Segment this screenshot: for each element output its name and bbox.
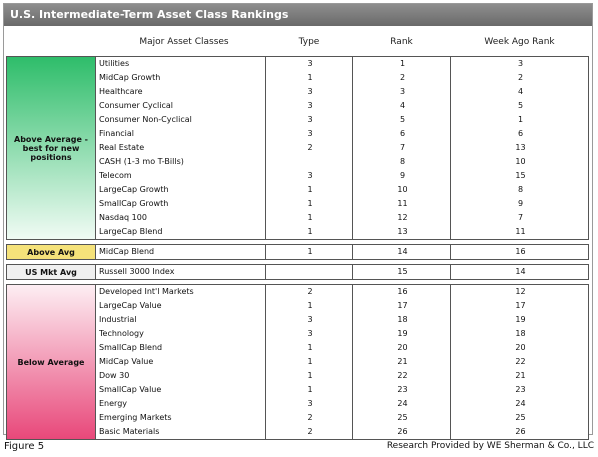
asset-class-name: LargeCap Growth xyxy=(99,185,169,194)
asset-class-name: Industrial xyxy=(99,315,137,324)
week-ago-rank-value: 26 xyxy=(515,427,526,436)
table-row xyxy=(95,397,588,411)
week-ago-rank-value: 11 xyxy=(515,227,526,236)
week-ago-rank-value: 13 xyxy=(515,143,526,152)
table-row xyxy=(95,85,588,99)
type-value: 1 xyxy=(307,357,313,366)
week-ago-rank-value: 14 xyxy=(515,267,526,276)
asset-class-name: LargeCap Blend xyxy=(99,227,163,236)
table-row xyxy=(95,383,588,397)
rank-value: 15 xyxy=(397,267,408,276)
rank-value: 8 xyxy=(399,157,406,166)
table-row xyxy=(95,245,588,259)
rank-value: 5 xyxy=(399,115,406,124)
group-label: Above Average - best for new positions xyxy=(7,57,96,239)
type-value: 2 xyxy=(307,287,313,296)
table-row xyxy=(95,57,588,71)
rank-value: 25 xyxy=(397,413,408,422)
week-ago-rank-value: 5 xyxy=(517,101,524,110)
asset-class-name: Real Estate xyxy=(99,143,145,152)
rank-value: 17 xyxy=(397,301,408,310)
rank-value: 26 xyxy=(397,427,408,436)
type-value: 1 xyxy=(307,227,313,236)
asset-class-name: LargeCap Value xyxy=(99,301,162,310)
week-ago-rank-value: 18 xyxy=(515,329,526,338)
rank-value: 7 xyxy=(399,143,406,152)
rank-value: 18 xyxy=(397,315,408,324)
asset-class-name: Telecom xyxy=(99,171,132,180)
week-ago-rank-value: 2 xyxy=(517,73,524,82)
asset-class-name: Basic Materials xyxy=(99,427,160,436)
group-block xyxy=(6,56,589,240)
table-row xyxy=(95,425,588,439)
group-block xyxy=(6,264,589,280)
table-row xyxy=(95,169,588,183)
table-row xyxy=(95,299,588,313)
asset-class-name: SmallCap Blend xyxy=(99,343,163,352)
table-row xyxy=(95,183,588,197)
week-ago-rank-value: 24 xyxy=(515,399,526,408)
week-ago-rank-value: 22 xyxy=(515,357,526,366)
rank-value: 12 xyxy=(397,213,408,222)
type-value: 3 xyxy=(307,87,313,96)
type-value: 3 xyxy=(307,129,313,138)
type-value: 3 xyxy=(307,399,313,408)
week-ago-rank-value: 6 xyxy=(517,129,524,138)
type-value: 3 xyxy=(307,329,313,338)
type-value: 2 xyxy=(307,143,313,152)
type-value: 1 xyxy=(307,73,313,82)
type-value: 2 xyxy=(307,413,313,422)
rank-value: 13 xyxy=(397,227,408,236)
type-value: 1 xyxy=(307,185,313,194)
table-row xyxy=(95,313,588,327)
week-ago-rank-value: 8 xyxy=(517,185,524,194)
type-value: 1 xyxy=(307,371,313,380)
asset-class-name: Energy xyxy=(99,399,128,408)
rank-value: 22 xyxy=(397,371,408,380)
week-ago-rank-value: 20 xyxy=(515,343,526,352)
rank-value: 3 xyxy=(399,87,406,96)
rankings-panel xyxy=(3,3,593,435)
rank-value: 23 xyxy=(397,385,408,394)
type-value: 3 xyxy=(307,115,313,124)
table-row xyxy=(95,155,588,169)
rank-value: 19 xyxy=(397,329,408,338)
asset-class-name: Technology xyxy=(99,329,144,338)
week-ago-rank-value: 7 xyxy=(517,213,524,222)
week-ago-rank-value: 3 xyxy=(517,59,524,68)
rank-value: 21 xyxy=(397,357,408,366)
type-value: 2 xyxy=(307,427,313,436)
group-label: Above Avg xyxy=(7,245,96,259)
group-block xyxy=(6,244,589,260)
rank-value: 6 xyxy=(399,129,406,138)
asset-class-name: CASH (1-3 mo T-Bills) xyxy=(99,157,184,166)
rank-value: 9 xyxy=(399,171,406,180)
type-value: 1 xyxy=(307,247,313,256)
week-ago-rank-value: 10 xyxy=(515,157,526,166)
week-ago-rank-value: 9 xyxy=(517,199,524,208)
header-classes: Major Asset Classes xyxy=(139,37,229,47)
rank-value: 11 xyxy=(397,199,408,208)
asset-class-name: Consumer Non-Cyclical xyxy=(99,115,192,124)
asset-class-name: Utilities xyxy=(99,59,130,68)
table-row xyxy=(95,341,588,355)
asset-class-name: Consumer Cyclical xyxy=(99,101,174,110)
table-row xyxy=(95,265,588,279)
header-type: Type xyxy=(298,37,320,47)
table-row xyxy=(95,285,588,299)
rank-value: 14 xyxy=(397,247,408,256)
table-row xyxy=(95,71,588,85)
type-value: 1 xyxy=(307,385,313,394)
asset-class-name: Financial xyxy=(99,129,135,138)
rank-value: 1 xyxy=(399,59,406,68)
type-value: 3 xyxy=(307,101,313,110)
group-rows xyxy=(95,57,588,239)
figure-caption: Figure 5 xyxy=(4,441,45,452)
week-ago-rank-value: 4 xyxy=(517,87,524,96)
group-label: Below Average xyxy=(7,285,96,439)
group-label: US Mkt Avg xyxy=(7,265,96,279)
table-row xyxy=(95,355,588,369)
group-rows xyxy=(95,245,588,259)
type-value: 3 xyxy=(307,59,313,68)
table-row xyxy=(95,141,588,155)
type-value: 1 xyxy=(307,199,313,208)
header-rank: Rank xyxy=(390,37,413,47)
type-value xyxy=(267,265,353,279)
rank-value: 2 xyxy=(399,73,406,82)
week-ago-rank-value: 16 xyxy=(515,247,526,256)
asset-class-name: Emerging Markets xyxy=(99,413,172,422)
type-value xyxy=(267,155,353,169)
asset-class-name: Russell 3000 Index xyxy=(99,267,175,276)
week-ago-rank-value: 12 xyxy=(515,287,526,296)
asset-class-name: Developed Int'l Markets xyxy=(99,287,194,296)
type-value: 3 xyxy=(307,315,313,324)
table-row xyxy=(95,411,588,425)
asset-class-name: MidCap Value xyxy=(99,357,154,366)
table-row xyxy=(95,225,588,239)
table-row xyxy=(95,327,588,341)
group-rows xyxy=(95,285,588,439)
asset-class-name: MidCap Growth xyxy=(99,73,161,82)
rank-value: 4 xyxy=(399,101,406,110)
week-ago-rank-value: 23 xyxy=(515,385,526,394)
type-value: 1 xyxy=(307,301,313,310)
table-row xyxy=(95,197,588,211)
week-ago-rank-value: 21 xyxy=(515,371,526,380)
week-ago-rank-value: 25 xyxy=(515,413,526,422)
week-ago-rank-value: 17 xyxy=(515,301,526,310)
type-value: 3 xyxy=(307,171,313,180)
asset-class-name: SmallCap Growth xyxy=(99,199,169,208)
panel-title: U.S. Intermediate-Term Asset Class Rankings xyxy=(4,4,592,26)
type-value: 1 xyxy=(307,343,313,352)
rank-value: 10 xyxy=(397,185,408,194)
asset-class-name: SmallCap Value xyxy=(99,385,162,394)
week-ago-rank-value: 19 xyxy=(515,315,526,324)
table-row xyxy=(95,99,588,113)
table-row xyxy=(95,127,588,141)
week-ago-rank-value: 1 xyxy=(517,115,524,124)
table-row xyxy=(95,211,588,225)
research-credit: Research Provided by WE Sherman & Co., LLC xyxy=(386,441,594,451)
rank-value: 24 xyxy=(397,399,408,408)
type-value: 1 xyxy=(307,213,313,222)
asset-class-name: Healthcare xyxy=(99,87,143,96)
group-rows xyxy=(95,265,588,279)
table-row xyxy=(95,369,588,383)
week-ago-rank-value: 15 xyxy=(515,171,526,180)
asset-class-name: MidCap Blend xyxy=(99,247,155,256)
rank-value: 16 xyxy=(397,287,408,296)
group-block xyxy=(6,284,589,440)
header-week-ago: Week Ago Rank xyxy=(484,37,555,47)
asset-class-name: Nasdaq 100 xyxy=(99,213,147,222)
asset-class-name: Dow 30 xyxy=(99,371,130,380)
table-row xyxy=(95,113,588,127)
rank-value: 20 xyxy=(397,343,408,352)
